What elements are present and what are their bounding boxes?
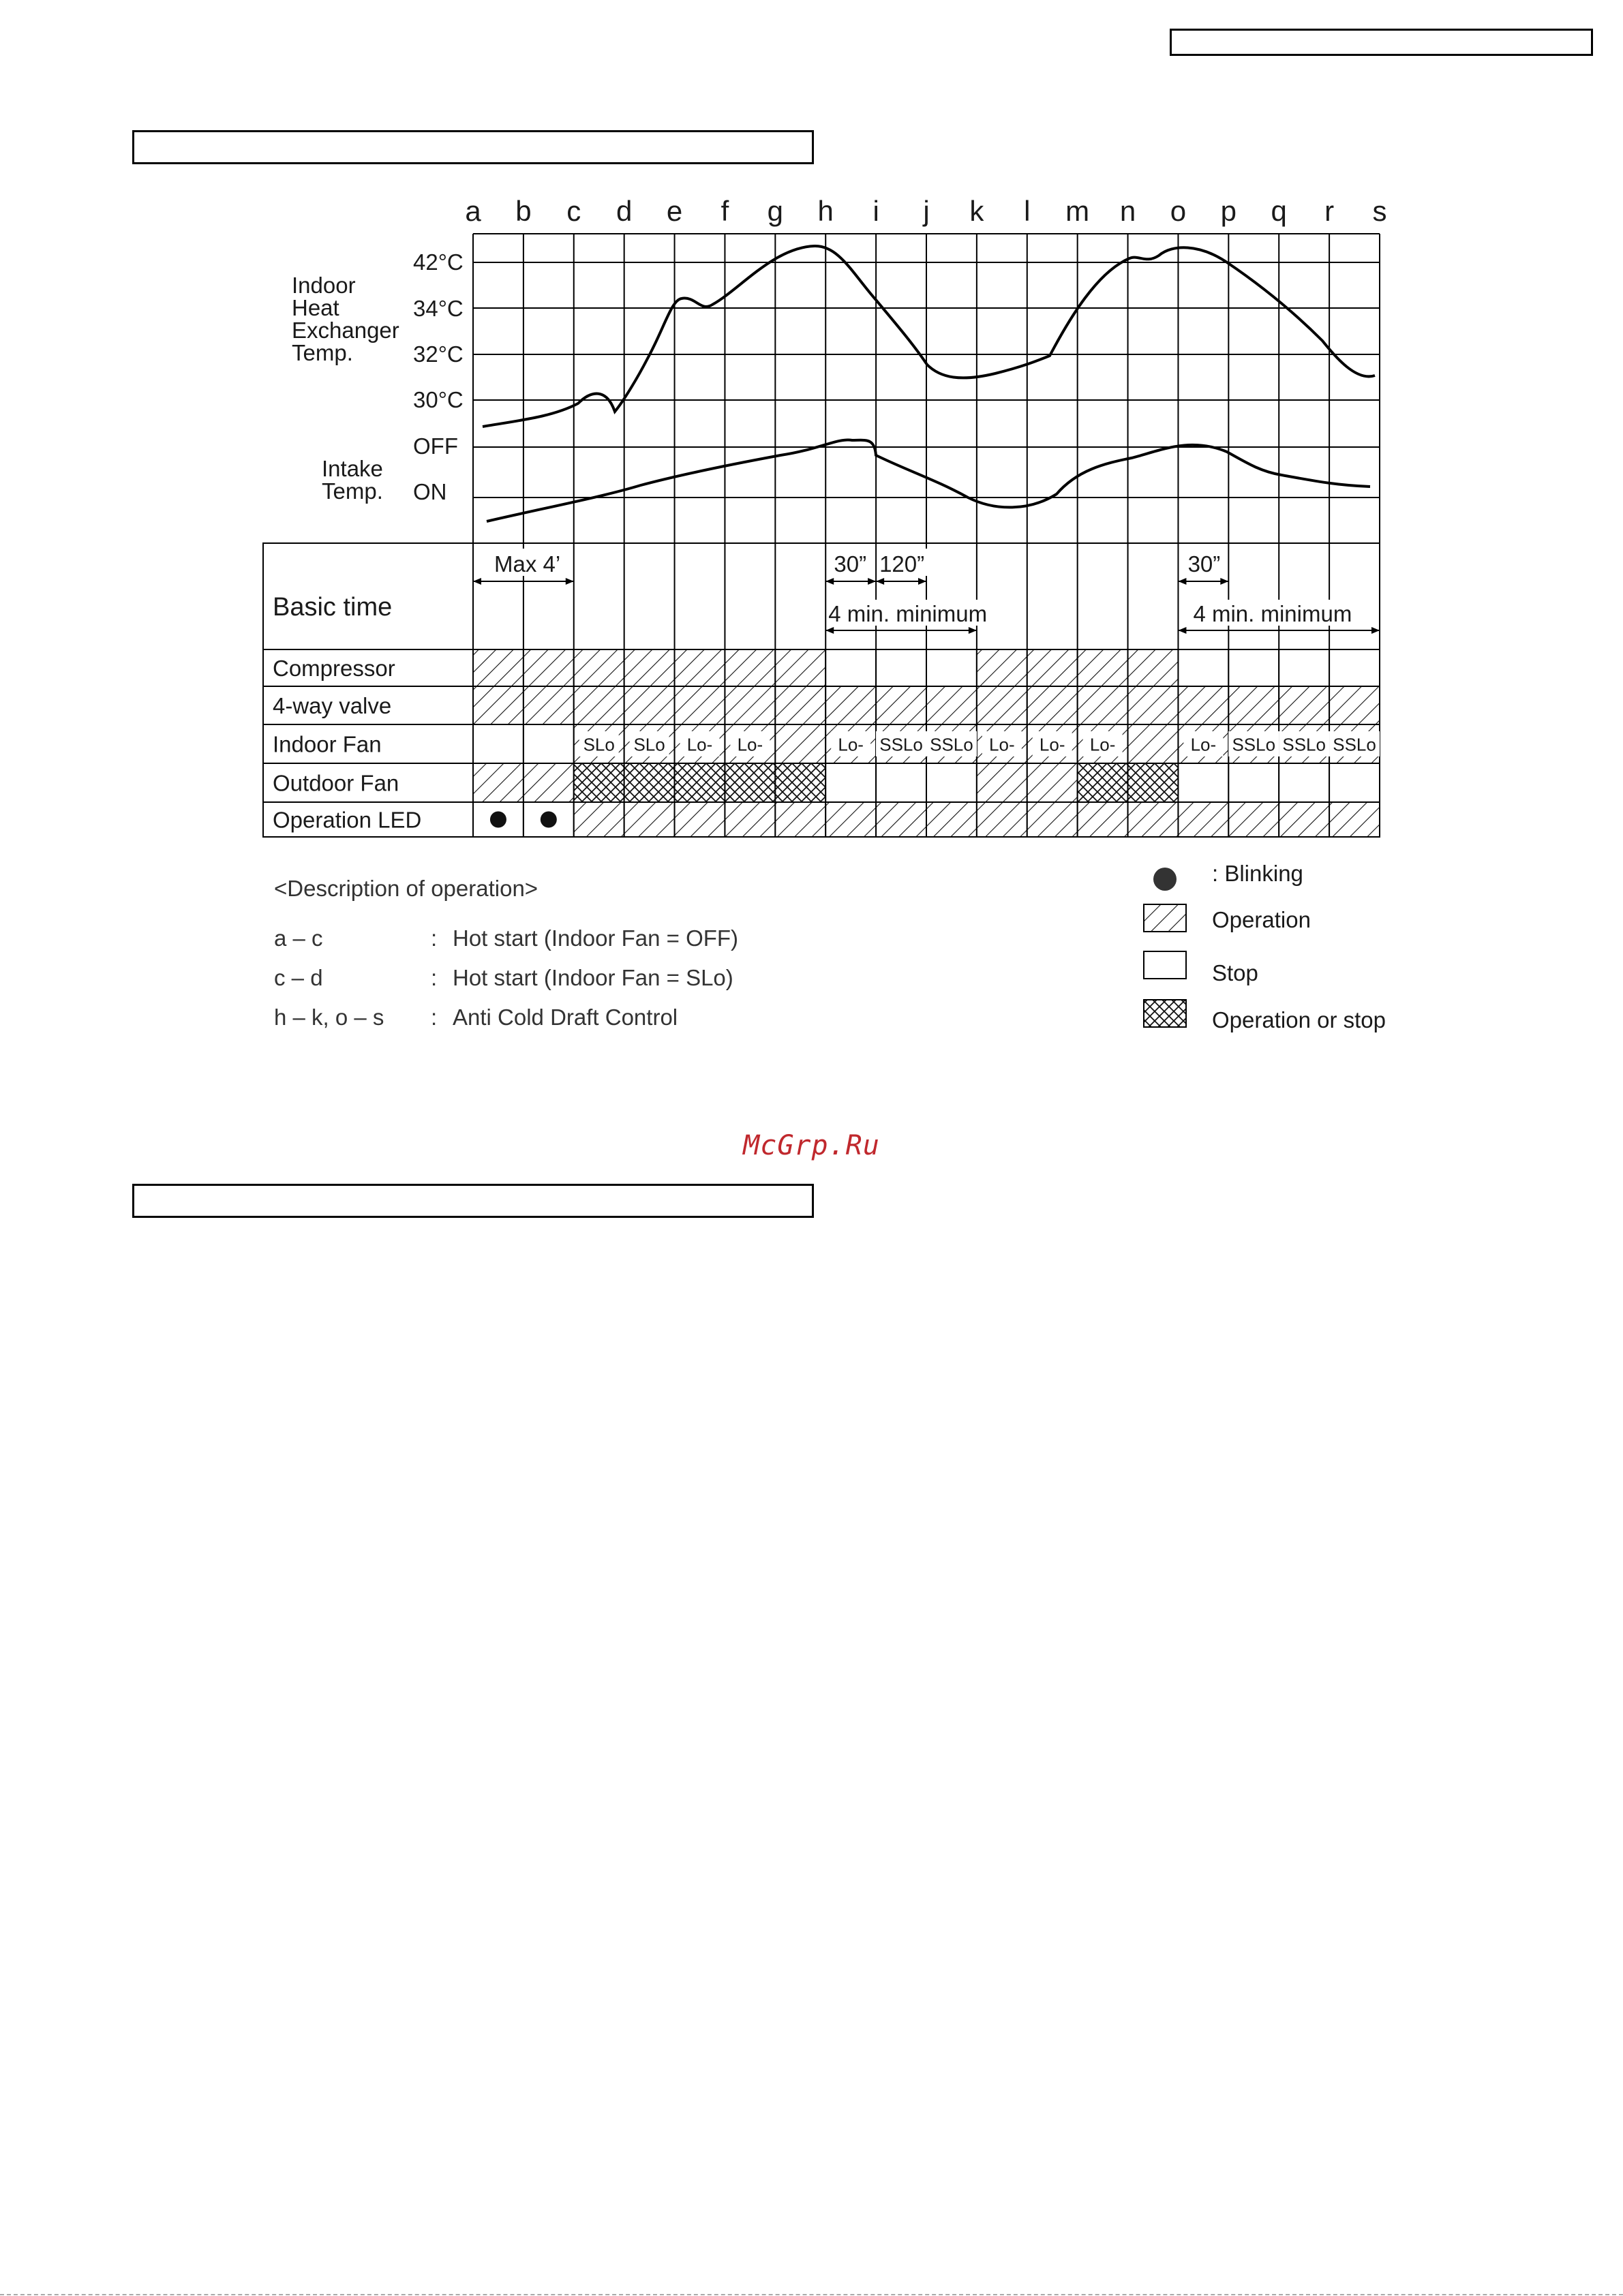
compressor-cell: [1279, 649, 1329, 686]
min-time-arrow-2-head: [1178, 627, 1186, 634]
indoor-fan-setting: SSLo: [930, 734, 973, 755]
valve-cell: [574, 686, 624, 724]
outdoor_fan-cell: [624, 763, 675, 802]
legend-stop-swatch: [1144, 951, 1186, 979]
outdoor_fan-cell: [825, 763, 876, 802]
outdoor_fan-cell: [675, 763, 725, 802]
compressor-cell: [876, 649, 926, 686]
intake-label: Temp.: [322, 478, 383, 504]
indoor-fan-setting: SSLo: [1232, 734, 1276, 755]
column-label: a: [465, 195, 481, 227]
column-label: s: [1372, 195, 1387, 227]
compressor-cell: [1027, 649, 1078, 686]
outdoor_fan-cell: [725, 763, 775, 802]
compressor-cell: [977, 649, 1027, 686]
compressor-cell: [473, 649, 524, 686]
intake-on-label: ON: [413, 479, 447, 504]
indoor-fan-setting: SSLo: [1333, 734, 1376, 755]
valve-cell: [524, 686, 574, 724]
led-cell: [1078, 802, 1128, 837]
valve-cell: [1128, 686, 1179, 724]
indoor-fan-setting: SLo: [583, 734, 615, 755]
valve-row-label: 4-way valve: [273, 693, 392, 718]
indoor_fan-row-label: Indoor Fan: [273, 731, 382, 757]
max-time-arrow-head: [566, 578, 574, 585]
compressor-cell: [1128, 649, 1179, 686]
column-label: c: [566, 195, 581, 227]
indoor-fan-setting: Lo-: [737, 734, 763, 755]
compressor-cell: [1329, 649, 1380, 686]
t30b-arrow-head: [1178, 578, 1186, 585]
led-blinking-dot: [490, 812, 506, 828]
column-label: l: [1024, 195, 1031, 227]
page-edge-line: [0, 2294, 1623, 2295]
valve-cell: [624, 686, 675, 724]
legend-blinking-dot: [1153, 868, 1177, 891]
valve-cell: [725, 686, 775, 724]
led-cell: [775, 802, 825, 837]
led-cell: [876, 802, 926, 837]
description-range: c – d: [274, 965, 323, 990]
led-cell: [1027, 802, 1078, 837]
outdoor_fan-cell: [473, 763, 524, 802]
column-label: q: [1271, 195, 1287, 227]
indoor-fan-setting: SLo: [633, 734, 665, 755]
outdoor_fan-cell: [1279, 763, 1329, 802]
valve-cell: [825, 686, 876, 724]
compressor-row-label: Compressor: [273, 656, 395, 681]
indoor_fan-cell: [1128, 724, 1179, 763]
indoor-fan-setting: Lo-: [1190, 734, 1217, 755]
column-label: k: [969, 195, 984, 227]
t30b-label: 30”: [1187, 551, 1221, 577]
led-cell: [977, 802, 1027, 837]
outdoor_fan-cell: [926, 763, 977, 802]
legend-operation-swatch: [1144, 904, 1186, 932]
valve-cell: [1228, 686, 1279, 724]
intake-off-label: OFF: [413, 433, 458, 459]
description-range: h – k, o – s: [274, 1005, 384, 1030]
legend-blinking-label: : Blinking: [1212, 861, 1303, 886]
description-range: a – c: [274, 925, 323, 951]
heat-exchanger-label: Exchanger: [292, 318, 399, 343]
valve-cell: [1178, 686, 1228, 724]
column-label: g: [767, 195, 784, 227]
valve-cell: [926, 686, 977, 724]
max-time-arrow-head: [473, 578, 481, 585]
led-cell: [1329, 802, 1380, 837]
valve-cell: [775, 686, 825, 724]
led-cell: [1228, 802, 1279, 837]
outdoor_fan-cell: [1128, 763, 1179, 802]
outdoor_fan-cell: [1228, 763, 1279, 802]
outdoor_fan-cell: [1027, 763, 1078, 802]
led-cell: [1178, 802, 1228, 837]
valve-cell: [1279, 686, 1329, 724]
heat-exchanger-label: Temp.: [292, 340, 353, 365]
indoor-fan-setting: Lo-: [989, 734, 1015, 755]
outdoor_fan-cell: [524, 763, 574, 802]
compressor-cell: [624, 649, 675, 686]
intake-temp-curve: [487, 440, 1370, 521]
indoor_fan-cell: [524, 724, 574, 763]
compressor-cell: [1078, 649, 1128, 686]
valve-cell: [977, 686, 1027, 724]
t30-arrow-head: [868, 578, 876, 585]
outdoor_fan-row-label: Outdoor Fan: [273, 770, 399, 796]
t30-label: 30”: [834, 551, 867, 577]
t120-arrow-head: [918, 578, 926, 585]
description-separator: :: [431, 925, 438, 951]
compressor-cell: [725, 649, 775, 686]
column-label: j: [923, 195, 930, 227]
compressor-cell: [675, 649, 725, 686]
column-label: d: [616, 195, 633, 227]
watermark: McGrp.Ru: [743, 1130, 880, 1161]
outdoor_fan-cell: [977, 763, 1027, 802]
t30-arrow-head: [825, 578, 834, 585]
column-label: p: [1220, 195, 1237, 227]
outdoor_fan-cell: [574, 763, 624, 802]
heat-exchanger-label: Indoor: [292, 273, 356, 298]
min-time-arrow-head: [825, 627, 834, 634]
compressor-cell: [1228, 649, 1279, 686]
t30b-arrow-head: [1220, 578, 1228, 585]
led-cell: [725, 802, 775, 837]
column-label: i: [873, 195, 879, 227]
column-label: m: [1065, 195, 1090, 227]
temp-label: 30°C: [413, 387, 464, 412]
legend-op-or-stop-swatch: [1144, 1000, 1186, 1027]
legend-operation-label: Operation: [1212, 907, 1311, 932]
indoor-fan-setting: Lo-: [838, 734, 864, 755]
heat-exchanger-label: Heat: [292, 295, 339, 320]
led-cell: [1128, 802, 1179, 837]
intake-label: Intake: [322, 456, 383, 481]
column-label: o: [1170, 195, 1187, 227]
compressor-cell: [825, 649, 876, 686]
compressor-cell: [574, 649, 624, 686]
led-cell: [1279, 802, 1329, 837]
outdoor_fan-cell: [1078, 763, 1128, 802]
description-text: Hot start (Indoor Fan = OFF): [453, 925, 739, 951]
led-cell: [574, 802, 624, 837]
compressor-cell: [775, 649, 825, 686]
outdoor_fan-cell: [1329, 763, 1380, 802]
basic-time-label: Basic time: [273, 593, 393, 622]
outdoor_fan-cell: [876, 763, 926, 802]
valve-cell: [1078, 686, 1128, 724]
led-cell: [825, 802, 876, 837]
indoor-fan-setting: Lo-: [686, 734, 713, 755]
section-title-box-2: [132, 1184, 814, 1218]
indoor-fan-setting: SSLo: [1282, 734, 1326, 755]
legend-op-or-stop-label: Operation or stop: [1212, 1007, 1386, 1032]
compressor-cell: [524, 649, 574, 686]
column-label: n: [1119, 195, 1136, 227]
column-label: h: [817, 195, 834, 227]
column-label: r: [1324, 195, 1335, 227]
valve-cell: [1027, 686, 1078, 724]
description-title: <Description of operation>: [274, 876, 539, 901]
compressor-cell: [926, 649, 977, 686]
indoor-fan-setting: Lo-: [1089, 734, 1116, 755]
t120-arrow-head: [876, 578, 884, 585]
valve-cell: [876, 686, 926, 724]
led-cell: [624, 802, 675, 837]
led-blinking-dot: [541, 812, 557, 828]
indoor-fan-setting: Lo-: [1039, 734, 1065, 755]
min-time-label: 4 min. minimum: [828, 601, 988, 626]
max-time-label: Max 4’: [494, 551, 561, 577]
outdoor_fan-cell: [1178, 763, 1228, 802]
min-time-arrow-2-head: [1371, 627, 1380, 634]
temp-label: 42°C: [413, 249, 464, 275]
description-separator: :: [431, 965, 438, 990]
indoor-fan-setting: SSLo: [879, 734, 923, 755]
column-label: b: [515, 195, 532, 227]
indoor_fan-cell: [473, 724, 524, 763]
description-separator: :: [431, 1005, 438, 1030]
temp-label: 34°C: [413, 296, 464, 321]
description-text: Anti Cold Draft Control: [453, 1005, 678, 1030]
column-label: e: [666, 195, 683, 227]
valve-cell: [1329, 686, 1380, 724]
valve-cell: [473, 686, 524, 724]
temp-label: 32°C: [413, 341, 464, 367]
min-time-label-2: 4 min. minimum: [1193, 601, 1352, 626]
led-row-label: Operation LED: [273, 807, 422, 833]
column-label: f: [721, 195, 729, 227]
indoor_fan-cell: [775, 724, 825, 763]
led-cell: [926, 802, 977, 837]
t120-label: 120”: [879, 551, 925, 577]
outdoor_fan-cell: [775, 763, 825, 802]
led-cell: [675, 802, 725, 837]
description-text: Hot start (Indoor Fan = SLo): [453, 965, 733, 990]
valve-cell: [675, 686, 725, 724]
legend-stop-label: Stop: [1212, 960, 1258, 985]
min-time-arrow-head: [969, 627, 977, 634]
compressor-cell: [1178, 649, 1228, 686]
